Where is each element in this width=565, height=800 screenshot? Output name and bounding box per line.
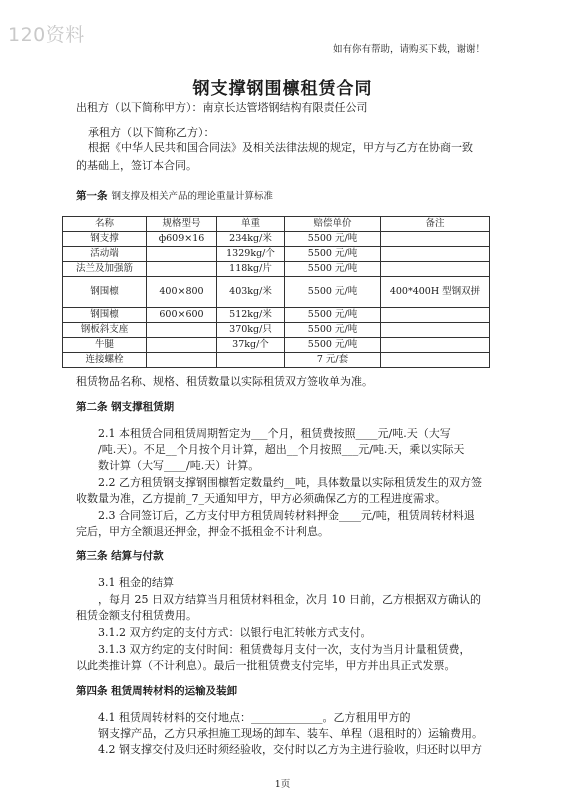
lessee-line: 承租方（以下简称乙方）： <box>88 126 215 139</box>
cell-spec: 400×800 <box>147 277 217 308</box>
header-spec: 规格型号 <box>147 217 217 232</box>
cell-unit-weight: 512kg/米 <box>217 308 285 323</box>
document-title: 钢支撑钢围檩租赁合同 <box>192 79 373 99</box>
cell-name: 钢支撑 <box>63 232 147 247</box>
lessor-line: 出租方（以下简称甲方）：南京长达管塔钢结构有限责任公司 <box>76 101 368 114</box>
cell-price: 5500 元/吨 <box>285 262 381 277</box>
cell-name: 钢围檩 <box>63 277 147 308</box>
cell-name: 连接螺栓 <box>63 353 147 368</box>
header-unit-weight: 单重 <box>217 217 285 232</box>
top-note: 如有你有帮助，请购买下载，谢谢！ <box>332 44 485 55</box>
article-1-heading <box>76 188 273 203</box>
cell-name: 钢板斜支座 <box>63 323 147 338</box>
article-2-1-line-3: 数计算（大写____/吨.天）计算。 <box>98 459 260 472</box>
cell-spec <box>147 247 217 262</box>
article-4-heading: 第四条 租赁周转材料的运输及装卸 <box>76 685 238 697</box>
article-2-1-line-1: 2.1 本租赁合同租赁周期暂定为___个月，租赁费按照____元/吨.天（大写 <box>98 427 451 440</box>
table-row <box>63 323 490 338</box>
article-4-2-line-1: 4.2 钢支撑交付及归还时须经验收，交付时以乙方为主进行验收，归还时以甲方 <box>98 743 482 756</box>
watermark: 120资料 <box>8 24 85 46</box>
table-row <box>63 308 490 323</box>
article-2-heading: 第二条 钢支撑租赁期 <box>76 401 175 413</box>
weight-standard-table <box>62 216 490 368</box>
header-remark: 备注 <box>381 217 490 232</box>
cell-price: 7 元/套 <box>285 353 381 368</box>
article-3-1-2: 3.1.2 双方约定的支付方式：以银行电汇转帐方式支付。 <box>98 626 372 639</box>
cell-name: 钢围檩 <box>63 308 147 323</box>
article-2-3-line-2: 完后，甲方全额退还押金，押金不抵租金不计利息。 <box>76 525 329 538</box>
article-2-2-line-1: 2.2 乙方租赁钢支撑钢围檩暂定数量约__吨，具体数量以实际租赁发生的双方签 <box>98 476 482 489</box>
table-header-row <box>63 217 490 232</box>
cell-name: 活动端 <box>63 247 147 262</box>
header-compensation-price: 赔偿单价 <box>285 217 381 232</box>
cell-spec <box>147 262 217 277</box>
article-3-1-line-2: 租赁金额支付租赁费用。 <box>76 609 197 622</box>
cell-remark <box>381 353 490 368</box>
article-4-1-line-2: 钢支撑产品，乙方只承担施工现场的卸车、装车、单程（退租时的）运输费用。 <box>98 727 483 740</box>
article-3-heading: 第三条 结算与付款 <box>76 550 164 562</box>
table-row <box>63 247 490 262</box>
table-row <box>63 277 490 308</box>
cell-remark <box>381 232 490 247</box>
cell-name: 法兰及加强筋 <box>63 262 147 277</box>
article-3-1-3-line-1: 3.1.3 双方约定的支付时间：租赁费每月支付一次，支付为当月计量租赁费， <box>98 643 471 656</box>
cell-spec: ф609×16 <box>147 232 217 247</box>
cell-name: 牛腿 <box>63 338 147 353</box>
table-note: 租赁物品名称、规格、租赁数量以实际租赁双方签收单为准。 <box>76 375 373 388</box>
table-row <box>63 338 490 353</box>
cell-unit-weight: 118kg/片 <box>217 262 285 277</box>
cell-unit-weight: 37kg/个 <box>217 338 285 353</box>
article-2-2-line-2: 收数量为准，乙方提前_7_天通知甲方，甲方必须确保乙方的工程进度需求。 <box>76 492 446 505</box>
cell-unit-weight: 234kg/米 <box>217 232 285 247</box>
table-row <box>63 262 490 277</box>
intro-line-2: 的基础上，签订本合同。 <box>76 159 197 172</box>
article-1-subtitle: 钢支撑及相关产品的理论重量计算标准 <box>111 191 274 202</box>
cell-price: 5500 元/吨 <box>285 277 381 308</box>
intro-line-1: 根据《中华人民共和国合同法》及相关法律法规的规定，甲方与乙方在协商一致 <box>88 141 473 154</box>
page-number: 1页 <box>274 779 291 790</box>
cell-spec: 600×600 <box>147 308 217 323</box>
article-3-1-title: 3.1 租金的结算 <box>98 576 174 589</box>
article-1-number: 第一条 <box>76 190 108 202</box>
cell-price: 5500 元/吨 <box>285 338 381 353</box>
cell-remark <box>381 262 490 277</box>
article-4-1-line-1: 4.1 租赁周转材料的交付地点：_____________。乙方租用甲方的 <box>98 711 411 724</box>
cell-unit-weight: 403kg/米 <box>217 277 285 308</box>
article-2-1-line-2: /吨.天）。不足__个月按个月计算，超出__个月按照___元/吨.天，乘以实际天 <box>98 443 465 456</box>
table-row <box>63 353 490 368</box>
cell-remark <box>381 308 490 323</box>
cell-spec <box>147 338 217 353</box>
header-name: 名称 <box>63 217 147 232</box>
cell-price: 5500 元/吨 <box>285 323 381 338</box>
cell-spec <box>147 323 217 338</box>
cell-remark: 400*400H 型钢双拼 <box>381 277 490 308</box>
cell-remark <box>381 338 490 353</box>
cell-unit-weight <box>217 353 285 368</box>
article-3-1-line-1: ，每月 25 日双方结算当月租赁材料租金，次月 10 日前，乙方根据双方确认的 <box>98 593 481 606</box>
cell-unit-weight: 370kg/只 <box>217 323 285 338</box>
cell-spec <box>147 353 217 368</box>
cell-remark <box>381 323 490 338</box>
cell-price: 5500 元/吨 <box>285 308 381 323</box>
cell-unit-weight: 1329kg/个 <box>217 247 285 262</box>
table-row <box>63 232 490 247</box>
article-2-3-line-1: 2.3 合同签订后，乙方支付甲方租赁周转材料押金____元/吨，租赁周转材料退 <box>98 509 475 522</box>
cell-price: 5500 元/吨 <box>285 247 381 262</box>
cell-remark <box>381 247 490 262</box>
cell-price: 5500 元/吨 <box>285 232 381 247</box>
article-3-1-3-line-2: 以此类推计算（不计利息）。最后一批租赁费支付完毕，甲方并出具正式发票。 <box>76 659 456 672</box>
